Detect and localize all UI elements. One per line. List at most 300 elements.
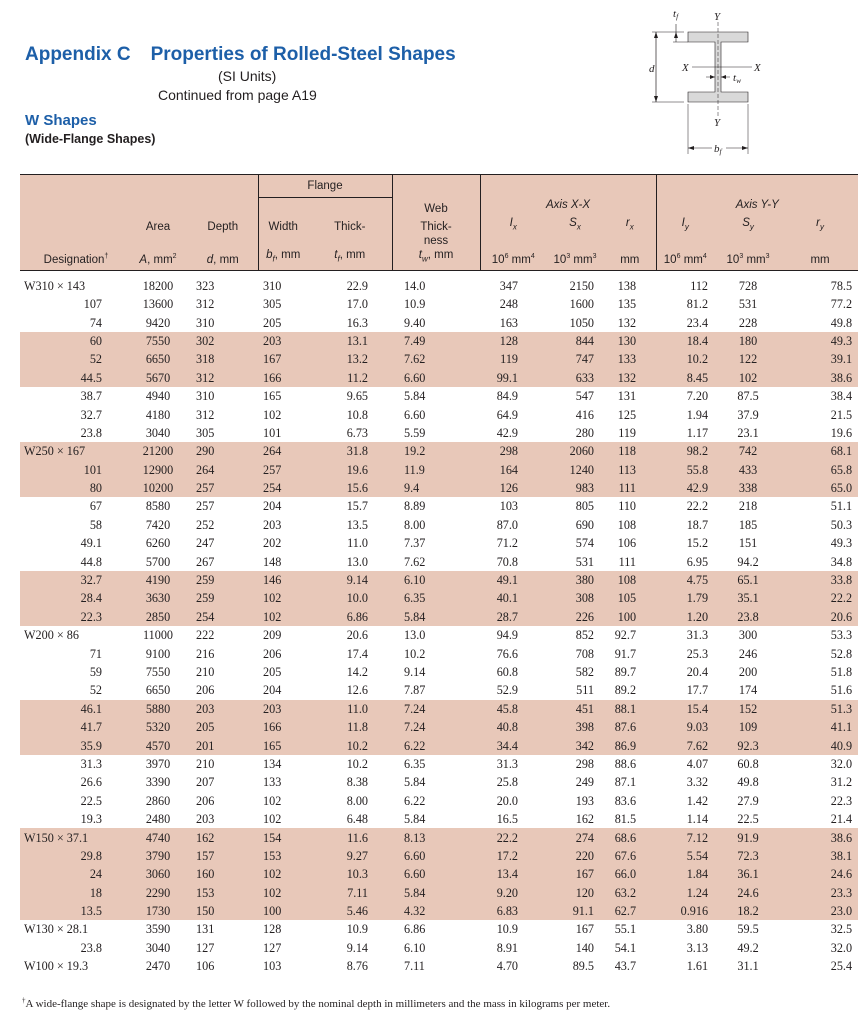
rx-header-line2: mm [620,253,640,266]
iy-cell: 55.8 [686,462,709,477]
ry-cell: 51.6 [830,683,853,698]
flange-width-cell: 102 [263,812,282,827]
flange-width-cell: 102 [263,793,282,808]
sx-cell: 220 [575,848,595,863]
web-header-line3: ness $t_w$, mm [392,234,480,270]
ix-cell: 34.4 [496,738,519,753]
flange-thickness-cell: 11.0 [347,701,369,716]
rx-cell: 132 [617,370,637,385]
table-body [20,270,858,975]
ry-cell: 24.6 [830,867,853,882]
flange-width-cell: 146 [263,573,282,588]
area-cell: 7550 [145,333,171,348]
designation-cell: 23.8 [80,425,102,440]
ry-cell: 78.5 [830,278,853,293]
sy-cell: 49.8 [737,775,759,790]
flange-thickness-cell: 14.2 [346,664,369,679]
sx-cell: 2150 [569,278,595,293]
sy-cell: 92.3 [737,738,759,753]
ry-cell: 33.8 [830,573,853,588]
sy-header-line2: $10^3$ $mm^3$ [726,252,770,266]
table-row [20,700,858,718]
ry-cell: 40.9 [830,738,853,753]
ry-cell: 68.1 [830,444,853,459]
ix-cell: 28.7 [496,609,519,624]
table-row [20,534,858,552]
ix-cell: 60.8 [496,664,519,679]
web-thickness-cell: 5.84 [404,885,426,900]
area-cell: 7420 [145,517,171,532]
flange-thickness-cell: 8.38 [346,775,369,790]
ry-cell: 77.2 [830,297,853,312]
sy-cell: 22.5 [737,812,759,827]
units-label: (SI Units) [218,68,277,84]
depth-cell: 257 [196,481,215,496]
web-thickness-cell: 6.60 [404,407,426,422]
flange-width-cell: 203 [263,517,282,532]
section-subtitle: (Wide-Flange Shapes) [25,132,156,146]
web-thickness-cell: 7.24 [404,720,426,735]
ry-cell: 31.2 [830,775,853,790]
ix-cell: 40.1 [496,591,519,606]
area-cell: 11000 [142,628,174,643]
web-thickness-cell: 5.84 [404,775,426,790]
ry-cell: 65.0 [830,481,853,496]
iy-cell: 22.2 [686,499,709,514]
rx-cell: 83.6 [614,793,637,808]
ry-cell: 49.3 [830,333,853,348]
sy-cell: 91.9 [737,830,759,845]
thick-header-line2: $t_f$, mm [334,249,366,264]
iy-cell: 7.12 [686,830,709,845]
width-header-line2: $b_f$, mm [258,234,308,270]
ix-cell: 119 [500,352,519,367]
iy-cell: 9.03 [686,720,709,735]
sy-cell: 65.1 [737,573,759,588]
sy-cell: 60.8 [737,756,759,771]
ix-cell: 71.2 [496,536,519,551]
ry-header-line2: mm [810,253,830,266]
sx-cell: 451 [575,701,595,716]
sy-cell: 122 [738,352,758,367]
table-row [20,792,858,810]
sy-cell: 18.2 [737,904,759,919]
table-row [20,920,858,938]
ix-cell: 164 [499,462,519,477]
rx-cell: 133 [617,352,637,367]
depth-cell: 318 [196,352,215,367]
ix-cell: 248 [499,297,519,312]
area-cell: 3060 [145,867,171,882]
iy-cell: 1.42 [686,793,709,808]
sy-cell: 300 [738,628,758,643]
ix-cell: 84.9 [496,389,519,404]
flange-width-cell: 103 [263,959,282,974]
flange-thickness-cell: 13.1 [346,333,369,348]
ix-cell: 17.2 [496,848,519,863]
table-row [20,552,858,570]
sx-cell: 983 [575,481,595,496]
sx-cell: 708 [575,646,595,661]
area-cell: 3790 [145,848,171,863]
rx-cell: 62.7 [614,904,637,919]
rx-cell: 130 [617,333,637,348]
iy-cell: 4.75 [686,573,709,588]
web-thickness-cell: 14.0 [404,278,426,293]
designation-header: Designation† [43,252,109,266]
sy-cell: 151 [738,536,758,551]
ix-cell: 298 [499,444,519,459]
web-thickness-cell: 5.84 [404,812,426,827]
flange-thickness-cell: 10.9 [346,922,369,937]
area-cell: 2480 [145,812,171,827]
ix-cell: 163 [499,315,519,330]
table-header [20,175,858,271]
flange-thickness-cell: 6.86 [346,609,369,624]
appendix-label: Appendix C [25,44,131,65]
ix-cell: 45.8 [496,701,519,716]
sx-cell: 380 [575,573,595,588]
ry-cell: 51.8 [830,664,853,679]
rx-cell: 87.1 [614,775,637,790]
flange-width-cell: 100 [263,904,282,919]
axis-x-group-header: Axis X-X [480,198,656,217]
x-axis-left-label: X [682,62,689,74]
ix-cell: 103 [499,499,519,514]
depth-cell: 106 [196,959,215,974]
ry-cell: 25.4 [830,959,853,974]
ry-cell: 32.0 [830,756,853,771]
rx-cell: 111 [618,554,637,569]
depth-cell: 216 [196,646,215,661]
iy-cell: 0.916 [680,904,709,919]
rx-cell: 43.7 [614,959,637,974]
web-thickness-cell: 19.2 [404,444,426,459]
ry-cell: 23.0 [830,904,853,919]
flange-thickness-cell: 8.76 [346,959,369,974]
tf-symbol: tf [673,8,679,21]
flange-thickness-cell: 10.8 [346,407,369,422]
rx-cell: 91.7 [614,646,637,661]
depth-cell: 259 [196,573,215,588]
depth-cell: 153 [196,885,215,900]
ry-cell: 32.0 [830,940,853,955]
designation-cell: 22.3 [80,609,102,624]
table-row [20,369,858,387]
width-header-line1: Width [258,216,308,234]
iy-cell: 7.62 [686,738,709,753]
flange-thickness-cell: 11.8 [347,720,369,735]
web-thickness-cell: 9.40 [404,315,426,330]
flange-thickness-cell: 10.0 [346,591,369,606]
iy-cell: 25.3 [686,646,709,661]
web-thickness-cell: 5.59 [404,425,426,440]
flange-width-cell: 203 [263,701,282,716]
table-row [20,461,858,479]
flange-thickness-cell: 8.00 [346,793,369,808]
ix-cell: 76.6 [496,646,519,661]
sx-cell: 1050 [569,315,595,330]
area-header-line2: A, $mm^2$ [139,252,177,266]
ry-cell: 53.3 [830,628,853,643]
sx-cell: 398 [575,720,595,735]
sx-cell: 531 [575,554,595,569]
sy-cell: 200 [738,664,758,679]
flange-width-cell: 128 [263,922,282,937]
depth-cell: 254 [196,609,215,624]
flange-width-cell: 102 [263,591,282,606]
area-cell: 18200 [142,278,174,293]
table-row [20,497,858,515]
area-cell: 7550 [145,664,171,679]
footnote: †A wide-flange shape is designated by the letter W followed by the nominal depth in millimeters and the mass in kilograms per meter. [22,996,611,1010]
depth-cell: 310 [196,315,215,330]
axis-y-group-header: Axis Y-Y [656,198,858,217]
iy-cell: 42.9 [686,481,709,496]
web-thickness-cell: 6.22 [404,793,426,808]
sy-cell: 31.1 [737,959,759,974]
table-row [20,902,858,920]
flange-thickness-cell: 17.0 [346,297,369,312]
appendix-title [25,44,456,66]
area-cell: 2290 [145,885,171,900]
ix-cell: 70.8 [496,554,519,569]
depth-cell: 203 [196,701,215,716]
area-cell: 12900 [142,462,174,477]
web-thickness-cell: 6.86 [404,922,426,937]
area-cell: 5880 [145,701,171,716]
flange-thickness-cell: 6.48 [346,812,369,827]
web-thickness-cell: 7.62 [404,352,426,367]
designation-cell: 32.7 [80,407,102,422]
sx-cell: 120 [575,885,595,900]
ix-cell: 126 [499,481,519,496]
sy-cell: 87.5 [737,389,759,404]
table-row [20,626,858,644]
web-thickness-cell: 7.62 [404,554,426,569]
sy-cell: 24.6 [737,885,759,900]
rx-cell: 89.2 [614,683,637,698]
table-row [20,608,858,626]
designation-cell: 28.4 [80,591,102,606]
sy-cell: 49.2 [737,940,759,955]
sx-cell: 547 [575,389,595,404]
depth-cell: 259 [196,591,215,606]
area-cell: 6650 [145,352,171,367]
flange-width-cell: 205 [263,664,282,679]
ix-cell: 49.1 [496,573,519,588]
sy-cell: 23.1 [737,425,759,440]
sx-cell: 511 [576,683,595,698]
ix-cell: 20.0 [496,793,519,808]
table-row [20,589,858,607]
flange-width-cell: 165 [263,738,282,753]
area-cell: 4940 [145,389,171,404]
ry-cell: 41.1 [830,720,853,735]
web-header-line1: Web [392,198,480,217]
sx-cell: 167 [575,922,595,937]
iy-cell: 1.61 [686,959,709,974]
designation-cell: 13.5 [80,904,102,919]
ix-cell: 94.9 [496,628,519,643]
rx-cell: 67.6 [614,848,637,863]
area-cell: 5700 [145,554,171,569]
ry-cell: 49.8 [830,315,853,330]
sy-cell: 531 [738,297,758,312]
designation-cell: 58 [89,517,102,532]
sx-cell: 747 [575,352,595,367]
table-row [20,277,858,295]
rx-cell: 119 [618,425,637,440]
web-thickness-cell: 6.35 [404,591,426,606]
iy-cell: 20.4 [686,664,709,679]
sy-cell: 246 [738,646,758,661]
designation-cell: 107 [83,297,102,312]
ix-cell: 347 [499,278,519,293]
iy-header-line2: $10^6$ $mm^4$ [656,234,714,270]
iy-cell: 1.84 [686,867,709,882]
web-thickness-cell: 6.60 [404,370,426,385]
area-cell: 3590 [145,922,171,937]
designation-cell: 74 [89,315,102,330]
depth-cell: 257 [196,499,215,514]
iy-cell: 15.2 [686,536,709,551]
area-cell: 4570 [145,738,171,753]
flange-width-cell: 205 [263,315,282,330]
ix-cell: 25.8 [496,775,519,790]
rx-cell: 68.6 [614,830,637,845]
iy-cell: 81.2 [686,297,709,312]
title-text: Properties of Rolled-Steel Shapes [150,44,456,65]
depth-cell: 205 [196,720,215,735]
table-row [20,424,858,442]
flange-thickness-cell: 12.6 [346,683,369,698]
table-row [20,516,858,534]
rx-cell: 86.9 [614,738,637,753]
iy-cell: 18.7 [686,517,709,532]
flange-thickness-cell: 7.11 [347,885,369,900]
web-thickness-cell: 7.11 [404,959,425,974]
web-thickness-cell: 7.37 [404,536,426,551]
depth-cell: 267 [196,554,215,569]
designation-cell: 19.3 [80,812,102,827]
area-cell: 3040 [145,940,171,955]
web-thickness-cell: 5.84 [404,389,426,404]
web-header-line2: Thick- [392,216,480,234]
ry-cell: 51.3 [830,701,853,716]
sy-cell: 36.1 [737,867,759,882]
sx-cell: 89.5 [572,959,595,974]
depth-cell: 302 [196,333,215,348]
flange-thickness-cell: 9.27 [346,848,369,863]
sy-cell: 72.3 [737,848,759,863]
ry-cell: 21.4 [830,812,853,827]
iy-cell: 31.3 [686,628,709,643]
ix-header-line1: $I_x$ [480,216,546,234]
area-cell: 6650 [145,683,171,698]
area-cell: 3390 [145,775,171,790]
flange-thickness-cell: 5.46 [346,904,369,919]
section-title: W Shapes [25,112,97,129]
flange-width-cell: 102 [263,885,282,900]
sy-cell: 174 [738,683,758,698]
designation-cell: 35.9 [80,738,102,753]
sy-cell: 728 [738,278,758,293]
area-header-line1: Area [145,221,171,234]
ry-cell: 23.3 [830,885,853,900]
web-thickness-cell: 4.32 [404,904,426,919]
iy-cell: 5.54 [686,848,709,863]
sx-cell: 308 [575,591,595,606]
rx-cell: 105 [617,591,637,606]
depth-cell: 206 [196,683,215,698]
flange-thickness-cell: 10.2 [346,738,369,753]
flange-width-cell: 254 [263,481,282,496]
area-cell: 9420 [145,315,171,330]
sy-cell: 180 [738,333,758,348]
sx-cell: 91.1 [572,904,595,919]
table-row [20,387,858,405]
depth-cell: 222 [196,628,215,643]
designation-cell: 38.7 [80,389,102,404]
iy-cell: 4.07 [686,756,709,771]
designation-cell: 44.5 [80,370,102,385]
rx-cell: 100 [617,609,637,624]
depth-cell: 312 [196,407,215,422]
flange-thickness-cell: 13.2 [346,352,369,367]
sx-cell: 280 [575,425,595,440]
designation-cell: 24 [89,867,102,882]
area-cell: 21200 [142,444,174,459]
ix-cell: 22.2 [496,830,519,845]
iy-cell: 6.95 [686,554,709,569]
iy-cell: 1.24 [686,885,709,900]
ry-cell: 38.4 [830,389,853,404]
designation-cell: 46.1 [80,701,102,716]
ry-cell: 39.1 [830,352,853,367]
table-row [20,350,858,368]
designation-cell: 32.7 [80,573,102,588]
depth-cell: 210 [196,756,215,771]
flange-width-cell: 305 [263,297,282,312]
table-row [20,332,858,350]
bf-symbol: bf [714,143,722,156]
area-cell: 5670 [145,370,171,385]
rx-cell: 92.7 [614,628,637,643]
web-thickness-cell: 6.10 [404,940,426,955]
iy-cell: 3.80 [686,922,709,937]
sx-header-line1: $S_x$ [569,217,581,232]
ry-cell: 19.6 [830,425,853,440]
table-row [20,847,858,865]
ix-cell: 31.3 [496,756,519,771]
iy-cell: 17.7 [686,683,709,698]
ry-cell: 38.1 [830,848,853,863]
sy-cell: 23.8 [737,609,759,624]
iy-cell: 1.20 [686,609,709,624]
rx-cell: 108 [617,517,637,532]
depth-cell: 160 [196,867,215,882]
rx-cell: 81.5 [614,812,637,827]
flange-thickness-cell: 9.14 [346,940,369,955]
w-shape-cross-section-diagram [640,4,780,162]
sx-cell: 1600 [569,297,595,312]
sy-cell: 102 [738,370,758,385]
web-thickness-cell: 10.9 [404,297,426,312]
ix-cell: 10.9 [496,922,519,937]
depth-cell: 201 [196,738,215,753]
rx-cell: 135 [617,297,637,312]
